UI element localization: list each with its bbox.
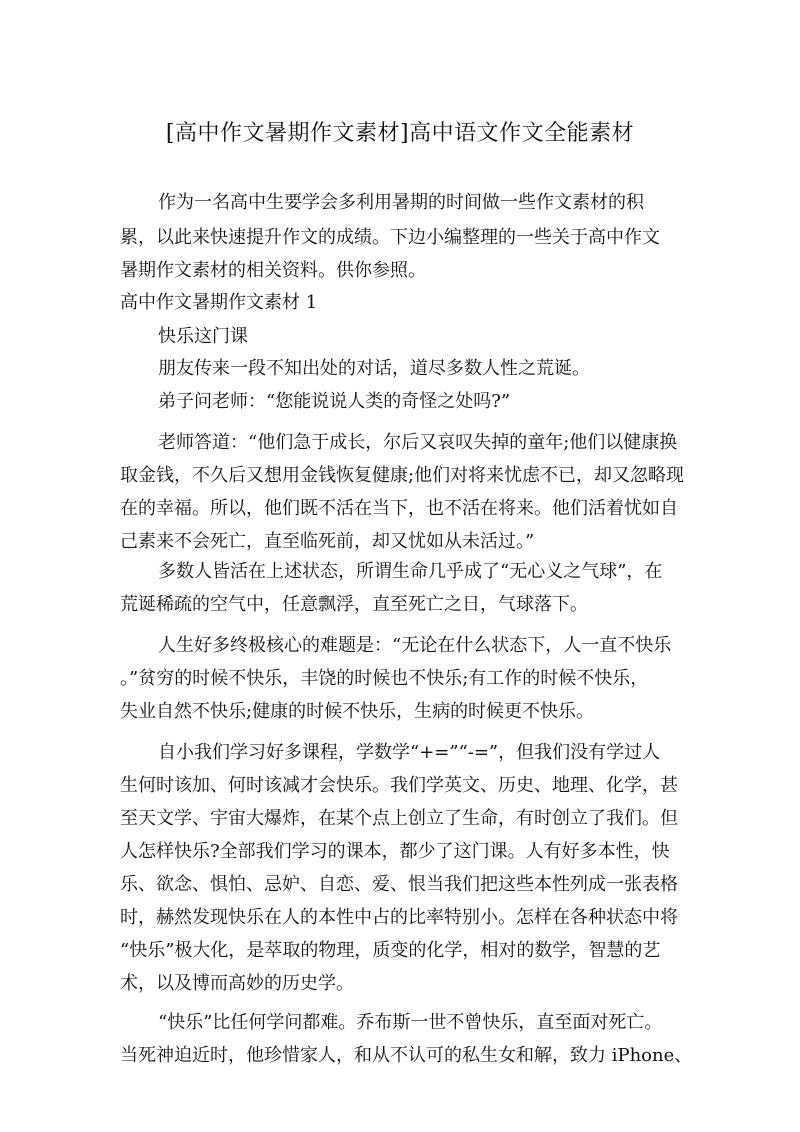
paragraph-line: 暑期作文素材的相关资料。供你参照。 bbox=[120, 260, 426, 281]
paragraph-line: 失业自然不快乐;健康的时候不快乐，生病的时候更不快乐。 bbox=[120, 701, 595, 722]
paragraph-line: “快乐”极大化，是萃取的物理，质变的化学，相对的数学，智慧的艺 bbox=[120, 940, 661, 961]
paragraph-line: 多数人皆活在上述状态，所谓生命几乎成了“无心义之气球”，在 bbox=[158, 561, 663, 582]
paragraph-line: 乐、欲念、惧怕、忌妒、自恋、爱、恨当我们把这些本性列成一张表格 bbox=[120, 874, 678, 895]
paragraph-line: 荒诞稀疏的空气中，任意飘浮，直至死亡之日，气球落下。 bbox=[120, 594, 588, 615]
paragraph-line: 弟子问老师：“您能说说人类的奇怪之处吗?” bbox=[158, 391, 511, 412]
subheading: 快乐这门课 bbox=[158, 326, 248, 347]
paragraph-line: 生何时该加、何时该减才会快乐。我们学英文、历史、地理、化学，甚 bbox=[120, 775, 678, 796]
paragraph-line: 己素来不会死亡，直至临死前，却又忧如从未活过。” bbox=[120, 531, 535, 552]
paragraph-line: 朋友传来一段不知出处的对话，道尽多数人性之荒诞。 bbox=[158, 358, 590, 379]
paragraph-line: 老师答道：“他们急于成长，尔后又哀叹失掉的童年;他们以健康换 bbox=[158, 432, 678, 453]
section-heading: 高中作文暑期作文素材 1 bbox=[120, 292, 318, 313]
paragraph-line: 取金钱，不久后又想用金钱恢复健康;他们对将来忧虑不已，却又忽略现 bbox=[120, 465, 685, 486]
paragraph-line: 累，以此来快速提升作文的成绩。下边小编整理的一些关于高中作文 bbox=[120, 227, 660, 248]
paragraph-line: 至天文学、宇宙大爆炸，在某个点上创立了生命，有时创立了我们。但 bbox=[120, 808, 678, 829]
paragraph-line: 人怎样快乐?全部我们学习的课本，都少了这门课。人有好多本性，快 bbox=[120, 841, 670, 862]
paragraph-line: 当死神迫近时，他珍惜家人，和从不认可的私生女和解，致力 iPhone、 bbox=[120, 1045, 693, 1066]
paragraph-line: 作为一名高中生要学会多利用暑期的时间做一些作文素材的积 bbox=[158, 192, 644, 213]
paragraph-line: 术，以及博而高妙的历史学。 bbox=[120, 973, 354, 994]
document-title: [高中作文暑期作文素材]高中语文作文全能素材 bbox=[165, 121, 635, 146]
paragraph-line: 。”贫穷的时候不快乐，丰饶的时候也不快乐;有工作的时候不快乐， bbox=[120, 668, 649, 689]
paragraph-line: “快乐”比任何学问都难。乔布斯一世不曾快乐，直至面对死亡。 bbox=[158, 1012, 663, 1033]
paragraph-line: 人生好多终极核心的难题是：“无论在什么状态下，人一直不快乐 bbox=[158, 635, 672, 656]
paragraph-line: 在的幸福。所以，他们既不活在当下，也不活在将来。他们活着忧如自 bbox=[120, 498, 678, 519]
paragraph-line: 时，赫然发现快乐在人的本性中占的比率特别小。怎样在各种状态中将 bbox=[120, 907, 678, 928]
paragraph-line: 自小我们学习好多课程，学数学“+=”“-=”，但我们没有学过人 bbox=[158, 742, 661, 763]
